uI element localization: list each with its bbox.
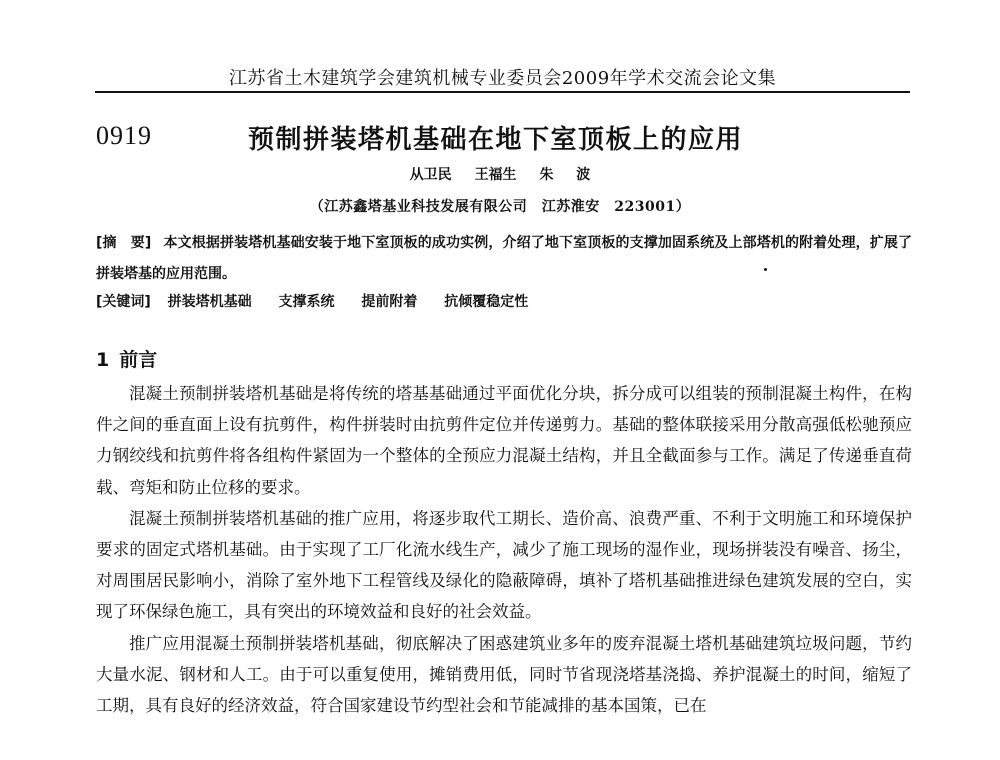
section-heading [96,345,157,372]
scan-speck [764,268,767,271]
paragraph: 混凝土预制拼装塔机基础是将传统的塔基基础通过平面优化分块，拆分成可以组装的预制混凝土构件，在构件之间的垂直面上设有抗剪件，构件拼装时由抗剪件定位并传递剪力。基础的整体联接采用分散高强低松驰预应力钢绞线和抗剪件将各组构件紧固为一个整体的全预应力混凝土结构，并且全截面参与工作。满足了传递垂直荷载、弯矩和防止位移的要求。 [96,384,912,497]
section-number: 1 [96,349,110,371]
paragraph: 推广应用混凝土预制拼装塔机基础，彻底解决了困惑建筑业多年的废弃混凝土塔机基础建筑垃圾问题，节约大量水泥、钢材和人工。由于可以重复使用，摊销费用低，同时节省现浇塔基浇捣、养护混凝土的时间，缩短了工期，具有良好的经济效益，符合国家建设节约型社会和节能减排的基本国策，已在 [96,633,912,716]
keyword: 抗倾覆稳定性 [444,294,529,310]
keyword: 提前附着 [361,294,418,310]
header-rule [95,91,910,93]
affiliation: （江苏鑫塔基业科技发展有限公司 江苏淮安 223001） [309,199,691,215]
keywords [96,291,912,311]
keyword: 支撑系统 [278,294,335,310]
section-title: 前言 [119,349,158,371]
paper-number: 0919 [96,121,152,150]
author-name: 王福生 [474,167,517,183]
paragraph: 混凝土预制拼装塔机基础的推广应用，将逐步取代工期长、造价高、浪费严重、不利于文明施工和环境保护要求的固定式塔机基础。由于实现了工厂化流水线生产，减少了施工现场的湿作业，现场拼装没有噪音、扬尘，对周围居民影响小，消除了室外地下工程管线及绿化的隐蔽障碍，填补了塔机基础推进绿色建筑发展的空白，实现了环保绿色施工，具有突出的环境效益和良好的社会效益。 [96,508,912,622]
abstract-label: [摘 要] [96,235,152,251]
abstract-text: 本文根据拼装塔机基础安装于地下室顶板的成功实例，介绍了地下室顶板的支撑加固系统及上部塔机的附着处理，扩展了拼装塔基的应用范围。 [96,235,913,282]
body-text [96,378,912,721]
abstract [96,228,912,290]
keyword: 拼装塔机基础 [167,294,252,310]
author-name: 从卫民 [409,167,452,183]
running-header: 江苏省土木建筑学会建筑机械专业委员会2009年学术交流会论文集 [228,68,777,89]
author-list [0,164,1000,184]
paper-title: 预制拼装塔机基础在地下室顶板上的应用 [248,125,744,155]
author-name: 朱 波 [539,167,591,183]
keywords-label: [关键词] [96,294,151,310]
